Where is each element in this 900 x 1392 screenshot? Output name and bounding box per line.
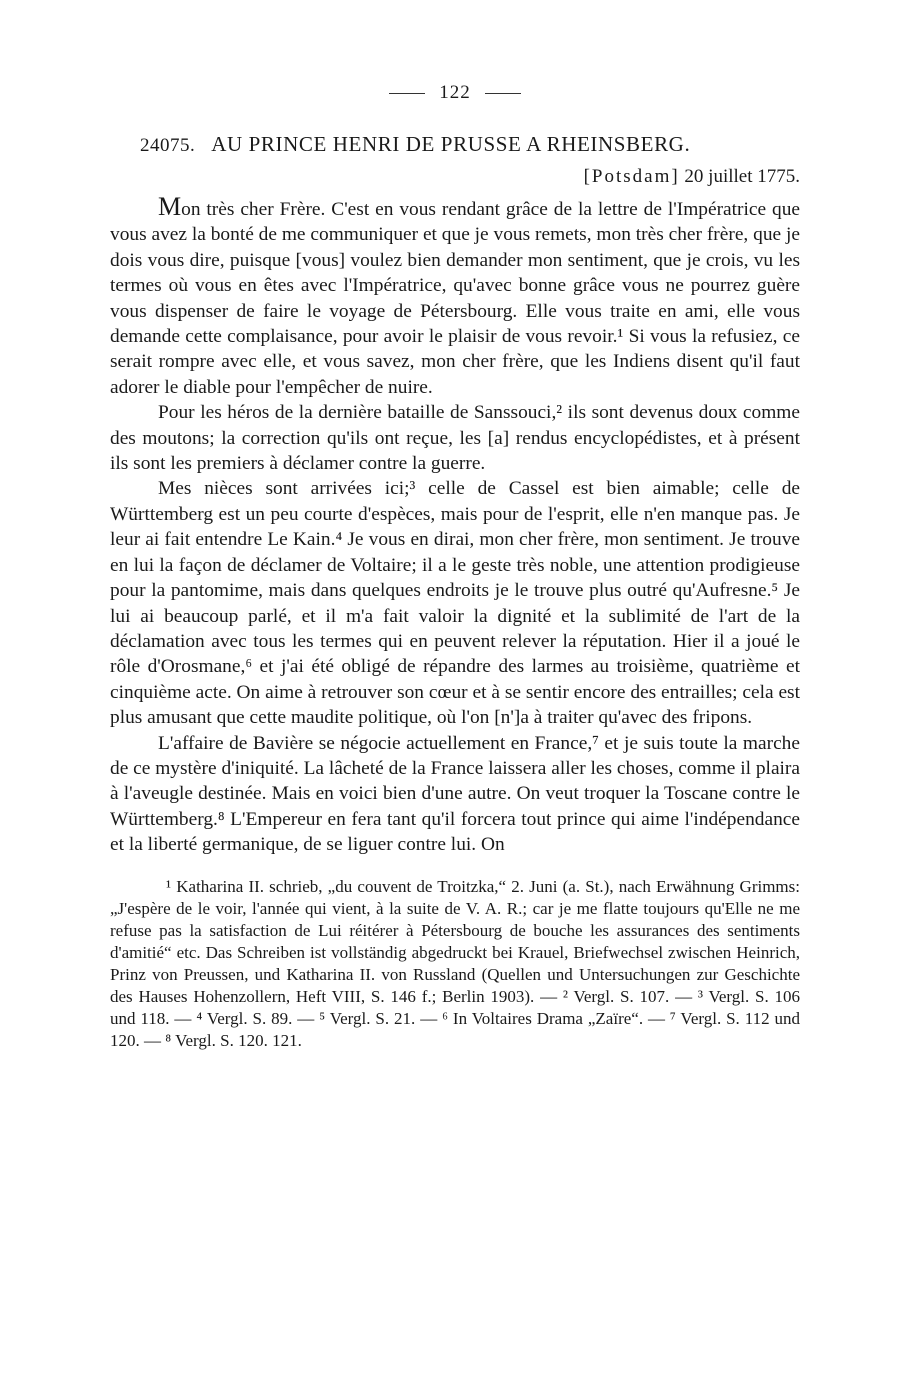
letter-title: AU PRINCE HENRI DE PRUSSE A RHEINSBERG. bbox=[211, 132, 691, 156]
body-paragraph: Pour les héros de la dernière bataille de Sanssouci,² ils sont devenus doux comme des moutons; la correction qu'ils ont reçue, les [a] rendus encyclopédistes, et à présent ils sont les premiers à déclamer contre la guerre. bbox=[110, 402, 800, 475]
letter-dateline bbox=[110, 164, 800, 190]
body-paragraph: L'affaire de Bavière se négocie actuellement en France,⁷ et je suis toute la marche de ce mystère d'iniquité. La lâcheté de la France laissera aller les choses, comme il plaira à l'aveugle destinée. Mais en voici bien d'une autre. On veut troquer la Toscane contre le Württemberg.⁸ L'Empereur en fera tant qu'il forcera tout prince qui aime l'indépendance et la liberté germanique, de se liguer contre lui. On bbox=[110, 732, 800, 856]
page-number: 122 bbox=[439, 82, 471, 103]
date-text: 20 juillet 1775. bbox=[684, 166, 800, 187]
footnotes bbox=[110, 876, 800, 1052]
paragraph-text: on très cher Frère. C'est en vous rendant grâce de la lettre de l'Impératrice que vous avez la bonté de me communiquer et que je vous remets, mon très cher frère, que je dois vous dire, puisque [vous] voulez bien demander mon sentiment, que je crois, vu les termes où vous en êtes avec l'Impératrice, qu'avec bonne grâce vous ne pourrez guère vous dispenser de faire le voyage de Pétersbourg. Elle vous traite en ami, elle vous demande cette complaisance, pour avoir le plaisir de vous revoir.¹ Si vous la refusiez, ce serait rompre avec elle, et vous savez, mon cher frère, que les Indiens disent qu'il faut adorer le diable pour l'empêcher de nuire. bbox=[110, 199, 800, 398]
letter-number: 24075. bbox=[140, 135, 196, 156]
document-page bbox=[110, 80, 800, 1052]
header-rule-right bbox=[485, 93, 521, 94]
page-header bbox=[110, 80, 800, 106]
drop-initial: M bbox=[158, 192, 182, 221]
footnote-text: ¹ Katharina II. schrieb, „du couvent de Troitzka,“ 2. Juni (a. St.), nach Erwähnung Grimms: „J'espère de le voir, l'année qui vient, à la suite de V. A. R.; car je me flatte toujours qu'Elle ne me refuse pas la satisfaction de Lui réitérer à Pétersbourg de bouche les assurances des sentiments d'amitié“ etc. Das Schreiben ist vollständig abgedruckt bei Krauel, Briefwechsel zwischen Heinrich, Prinz von Preussen, und Katharina II. von Russland (Quellen und Untersuchungen zur Geschichte des Hauses Hohenzollern, Heft VIII, S. 146 f.; Berlin 1903). — ² Vergl. S. 107. — ³ Vergl. S. 106 und 118. — ⁴ Vergl. S. 89. — ⁵ Vergl. S. 21. — ⁶ In Voltaires Drama „Zaïre“. — ⁷ Vergl. S. 112 und 120. — ⁸ Vergl. S. 120. 121. bbox=[110, 876, 800, 1050]
body-paragraph bbox=[110, 194, 800, 400]
date-place: [Potsdam] bbox=[583, 166, 680, 187]
letter-heading bbox=[110, 130, 800, 160]
header-rule-left bbox=[389, 93, 425, 94]
body-paragraph: Mes nièces sont arrivées ici;³ celle de Cassel est bien aimable; celle de Württemberg est un peu courte d'espèces, mais pour de l'esprit, elle n'en manque pas. Je leur ai fait entendre Le Kain.⁴ Je vous en dirai, mon cher frère, mon sentiment. Je trouve en lui la façon de déclamer de Voltaire; il a le geste très noble, une attention prodigieuse pour la pantomime, mais dans quelques endroits je le trouve plus outré qu'Aufresne.⁵ Je lui ai beaucoup parlé, et il m'a fait valoir la dignité et la sublimité de l'art de la déclamation avec tous les termes qui en peuvent relever la réputation. Hier il a joué le rôle d'Orosmane,⁶ et j'ai été obligé de répandre des larmes au troisième, quatrième et cinquième acte. On aime à retrouver son cœur et à se sentir encore des entrailles; cela est plus amusant que cette maudite politique, où l'on [n']a à traiter qu'avec des fripons. bbox=[110, 478, 800, 729]
letter-body bbox=[110, 194, 800, 858]
